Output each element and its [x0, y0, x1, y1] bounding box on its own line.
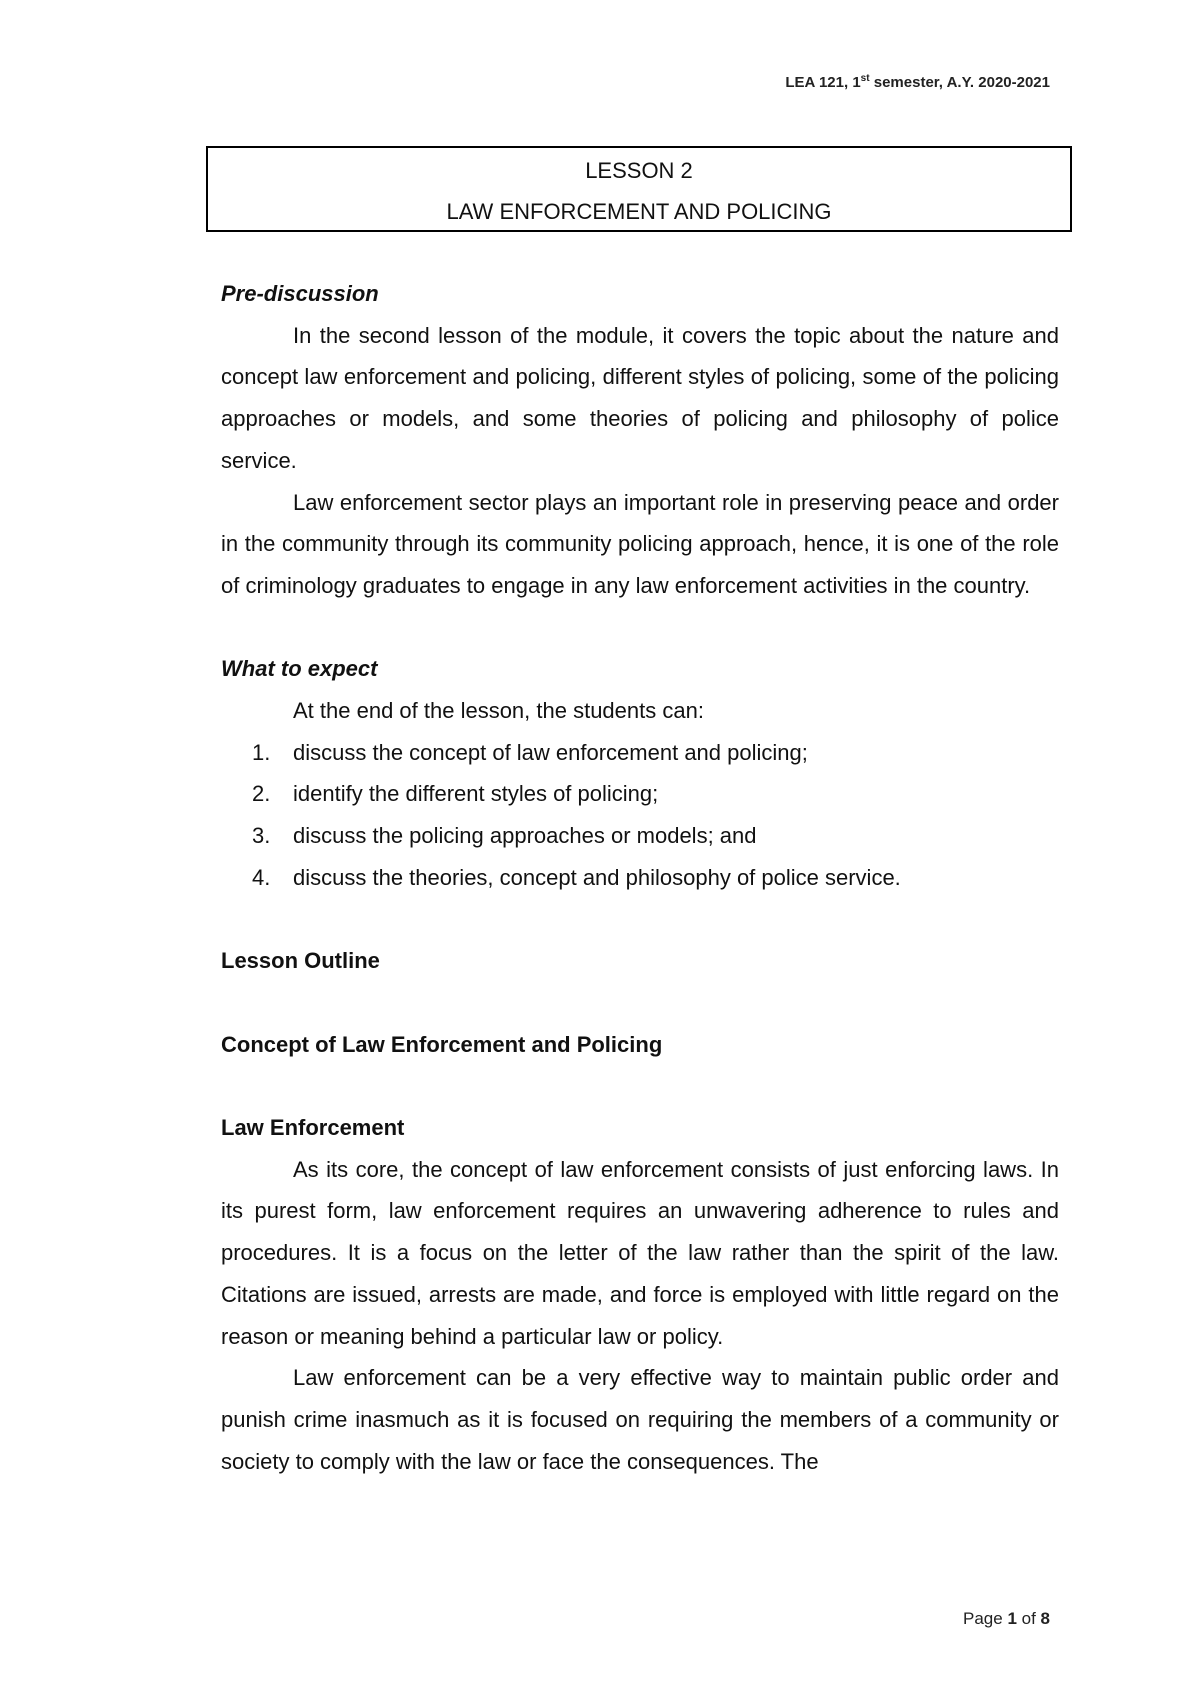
header-course: LEA 121, 1	[785, 74, 861, 91]
expect-intro: At the end of the lesson, the students can:	[293, 698, 704, 724]
prediscussion-paragraph-1: In the second lesson of the module, it covers the topic about the nature and concept law enforcement and policing, different styles of policing, some of the policing approaches or models, and some theories of policing and philosophy of police service.	[221, 322, 1059, 473]
law-enforcement-paragraph-1: As its core, the concept of law enforcement consists of just enforcing laws. In its purest form, law enforcement requires an unwavering adherence to rules and procedures. It is a focus on the letter of the law rather than the spirit of the law. Citations are issued, arrests are made, and force is employed with little regard on the reason or meaning behind a particular law or policy.	[221, 1156, 1059, 1349]
list-item: 4. discuss the theories, concept and philosophy of police service.	[252, 864, 901, 890]
list-item: 3. discuss the policing approaches or models; and	[252, 823, 757, 849]
prediscussion-heading: Pre-discussion	[221, 281, 379, 306]
list-item: 1. discuss the concept of law enforcement and policing;	[252, 739, 808, 765]
list-item: 2. identify the different styles of policing;	[252, 781, 659, 807]
lesson-title-box	[206, 146, 1072, 232]
expect-heading: What to expect	[221, 656, 378, 682]
lesson-topic: LAW ENFORCEMENT AND POLICING	[446, 199, 832, 224]
header-semester: semester, A.Y. 2020-2021	[869, 74, 1050, 91]
subsection-heading: Law Enforcement	[221, 1115, 405, 1140]
lesson-number: LESSON 2	[585, 158, 693, 183]
prediscussion-paragraph-2: Law enforcement sector plays an important role in preserving peace and order in the community through its community policing approach, hence, it is one of the role of criminology graduates to engage in any law enforcement activities in the country.	[221, 489, 1059, 598]
objectives-list	[221, 732, 1059, 899]
page-body	[221, 273, 1059, 1482]
running-header	[785, 73, 1050, 91]
section-heading: Concept of Law Enforcement and Policing	[221, 1031, 663, 1057]
law-enforcement-paragraph-2: Law enforcement can be a very effective way to maintain public order and punish crime inasmuch as it is focused on requiring the members of a community or society to comply with the law or face the consequences. The	[221, 1365, 1059, 1474]
page-number: Page 1 of 8	[963, 1609, 1050, 1628]
header-ordinal: st	[860, 73, 870, 84]
lesson-outline-heading: Lesson Outline	[221, 948, 380, 974]
